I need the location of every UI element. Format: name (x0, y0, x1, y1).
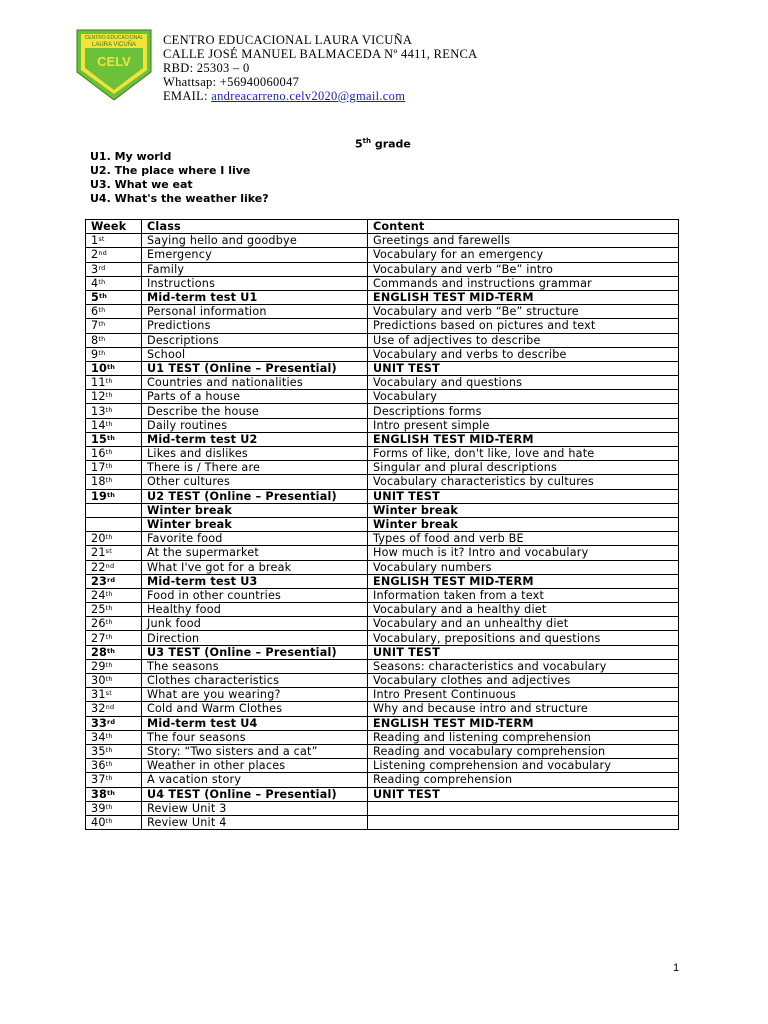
table-row (86, 702, 679, 716)
content-cell: Predictions based on pictures and text (368, 319, 679, 333)
week-suffix: th (105, 589, 113, 598)
class-cell: Review Unit 3 (142, 801, 368, 815)
table-body (86, 234, 679, 830)
week-cell (86, 560, 142, 574)
class-cell: Other cultures (142, 475, 368, 489)
week-cell (86, 262, 142, 276)
week-cell (86, 716, 142, 730)
week-cell (86, 744, 142, 758)
week-suffix: rd (106, 717, 116, 726)
week-number: 29 (91, 659, 106, 673)
week-suffix: th (105, 675, 113, 684)
week-suffix: th (105, 448, 113, 457)
week-suffix: th (105, 533, 113, 542)
class-cell: Favorite food (142, 532, 368, 546)
content-cell: Reading and vocabulary comprehension (368, 744, 679, 758)
content-cell: Winter break (368, 503, 679, 517)
content-cell: Information taken from a text (368, 588, 679, 602)
week-number: 15 (91, 432, 107, 446)
week-suffix: th (106, 788, 116, 797)
content-cell: UNIT TEST (368, 361, 679, 375)
content-cell: Forms of like, don't like, love and hate (368, 447, 679, 461)
week-number: 21 (91, 546, 106, 560)
table-row (86, 645, 679, 659)
school-header (163, 33, 478, 103)
week-number: 12 (91, 390, 106, 404)
week-cell (86, 234, 142, 248)
class-cell: Countries and nationalities (142, 376, 368, 390)
week-suffix: th (106, 490, 116, 499)
grade-label: grade (371, 137, 411, 151)
week-number: 16 (91, 447, 106, 461)
week-cell (86, 688, 142, 702)
content-cell: Greetings and farewells (368, 234, 679, 248)
week-cell (86, 276, 142, 290)
week-number: 10 (91, 361, 107, 375)
week-cell (86, 787, 142, 801)
table-row (86, 815, 679, 829)
content-cell: Vocabulary and an unhealthy diet (368, 617, 679, 631)
school-rbd: RBD: 25303 – 0 (163, 61, 250, 75)
class-cell: Mid-term test U4 (142, 716, 368, 730)
week-suffix: th (106, 646, 116, 655)
week-number: 4 (91, 276, 99, 290)
week-suffix: th (105, 405, 113, 414)
week-suffix: nd (105, 703, 115, 712)
week-suffix: th (105, 816, 113, 825)
content-cell: Winter break (368, 517, 679, 531)
email-link[interactable]: andreacarreno.celv2020@gmail.com (211, 89, 406, 103)
table-row (86, 234, 679, 248)
table-row (86, 588, 679, 602)
class-cell: Story: “Two sisters and a cat” (142, 744, 368, 758)
table-row (86, 404, 679, 418)
week-cell (86, 603, 142, 617)
content-cell: ENGLISH TEST MID-TERM (368, 716, 679, 730)
class-cell: Food in other countries (142, 588, 368, 602)
week-number: 5 (91, 291, 99, 305)
class-cell: Likes and dislikes (142, 447, 368, 461)
week-number: 17 (91, 461, 106, 475)
week-cell (86, 418, 142, 432)
table-row (86, 290, 679, 304)
week-number: 25 (91, 603, 106, 617)
week-number: 38 (91, 787, 107, 801)
table-row (86, 432, 679, 446)
class-cell: Describe the house (142, 404, 368, 418)
week-cell (86, 659, 142, 673)
class-cell: The four seasons (142, 730, 368, 744)
week-suffix: th (105, 618, 113, 627)
table-row (86, 603, 679, 617)
week-number: 30 (91, 674, 106, 688)
content-cell: Vocabulary, prepositions and questions (368, 631, 679, 645)
header-class: Class (142, 220, 368, 234)
class-cell: Review Unit 4 (142, 815, 368, 829)
table-row (86, 560, 679, 574)
class-cell: What are you wearing? (142, 688, 368, 702)
table-row (86, 361, 679, 375)
week-cell (86, 517, 142, 531)
week-number: 9 (91, 347, 99, 361)
week-number: 24 (91, 588, 106, 602)
week-cell (86, 489, 142, 503)
week-suffix: th (105, 746, 113, 755)
table-row (86, 688, 679, 702)
planning-table (85, 219, 679, 830)
table-row (86, 773, 679, 787)
week-suffix: th (98, 292, 108, 301)
table-row (86, 489, 679, 503)
week-suffix: th (105, 731, 113, 740)
week-number: 14 (91, 418, 106, 432)
week-suffix: th (105, 632, 113, 641)
class-cell: The seasons (142, 659, 368, 673)
week-number: 22 (91, 560, 106, 574)
table-row (86, 319, 679, 333)
units-list (90, 150, 269, 206)
class-cell: Cold and Warm Clothes (142, 702, 368, 716)
table-row (86, 674, 679, 688)
email-label: EMAIL: (163, 89, 212, 103)
week-number: 40 (91, 815, 106, 829)
class-cell: Winter break (142, 503, 368, 517)
week-cell (86, 546, 142, 560)
class-cell: U1 TEST (Online – Presential) (142, 361, 368, 375)
table-row (86, 418, 679, 432)
week-suffix: th (105, 760, 113, 769)
grade-suffix: th (362, 137, 371, 145)
logo-text-abbr: CELV (97, 54, 131, 69)
content-cell: Vocabulary and verb “Be” structure (368, 305, 679, 319)
week-suffix: th (106, 362, 116, 371)
table-row (86, 801, 679, 815)
unit-item: U4. What's the weather like? (90, 192, 269, 205)
table-row (86, 517, 679, 531)
content-cell: Vocabulary clothes and adjectives (368, 674, 679, 688)
week-cell (86, 801, 142, 815)
week-suffix: th (98, 348, 106, 357)
class-cell: Saying hello and goodbye (142, 234, 368, 248)
week-number: 23 (91, 574, 107, 588)
week-number: 20 (91, 532, 106, 546)
week-number: 11 (91, 376, 106, 390)
week-cell (86, 574, 142, 588)
week-number: 33 (91, 716, 107, 730)
content-cell: Vocabulary numbers (368, 560, 679, 574)
table-header-row (86, 220, 679, 234)
class-cell: Mid-term test U2 (142, 432, 368, 446)
table-row (86, 390, 679, 404)
content-cell: Types of food and verb BE (368, 532, 679, 546)
grade-title (355, 137, 411, 151)
content-cell: Listening comprehension and vocabulary (368, 759, 679, 773)
week-cell (86, 376, 142, 390)
week-cell (86, 447, 142, 461)
week-cell (86, 617, 142, 631)
class-cell: Emergency (142, 248, 368, 262)
week-suffix: st (98, 235, 105, 244)
content-cell: Vocabulary and verb “Be” intro (368, 262, 679, 276)
table-row (86, 532, 679, 546)
content-cell: Vocabulary and a healthy diet (368, 603, 679, 617)
table-row (86, 461, 679, 475)
table-row (86, 787, 679, 801)
class-cell: Parts of a house (142, 390, 368, 404)
week-number: 35 (91, 745, 106, 759)
class-cell: At the supermarket (142, 546, 368, 560)
week-cell (86, 390, 142, 404)
table-row (86, 305, 679, 319)
week-cell (86, 730, 142, 744)
content-cell: How much is it? Intro and vocabulary (368, 546, 679, 560)
class-cell: Family (142, 262, 368, 276)
content-cell: Commands and instructions grammar (368, 276, 679, 290)
week-cell (86, 631, 142, 645)
content-cell: Descriptions forms (368, 404, 679, 418)
unit-item: U1. My world (90, 150, 172, 163)
school-email-line (163, 89, 478, 103)
class-cell: U2 TEST (Online – Presential) (142, 489, 368, 503)
class-cell: Winter break (142, 517, 368, 531)
school-logo (75, 28, 153, 100)
class-cell: Instructions (142, 276, 368, 290)
week-number: 6 (91, 305, 99, 319)
week-suffix: rd (106, 575, 116, 584)
content-cell: ENGLISH TEST MID-TERM (368, 432, 679, 446)
week-cell (86, 290, 142, 304)
school-address: CALLE JOSÉ MANUEL BALMACEDA Nº 4411, RENCA (163, 47, 478, 61)
week-suffix: th (98, 306, 106, 315)
class-cell: Descriptions (142, 333, 368, 347)
week-suffix: rd (98, 263, 106, 272)
school-name: CENTRO EDUCACIONAL LAURA VICUÑA (163, 33, 413, 47)
week-number: 28 (91, 645, 107, 659)
content-cell: Use of adjectives to describe (368, 333, 679, 347)
week-number: 3 (91, 262, 99, 276)
header-content: Content (368, 220, 679, 234)
week-number: 1 (91, 234, 99, 248)
table-row (86, 333, 679, 347)
week-cell (86, 305, 142, 319)
content-cell: ENGLISH TEST MID-TERM (368, 290, 679, 304)
class-cell: School (142, 347, 368, 361)
week-cell (86, 347, 142, 361)
week-suffix: th (105, 462, 113, 471)
week-number: 39 (91, 801, 106, 815)
unit-item: U3. What we eat (90, 178, 193, 191)
table-row (86, 744, 679, 758)
week-suffix: th (105, 774, 113, 783)
page-number: 1 (673, 962, 680, 974)
week-cell (86, 645, 142, 659)
week-cell (86, 248, 142, 262)
content-cell: UNIT TEST (368, 645, 679, 659)
class-cell: Direction (142, 631, 368, 645)
week-number: 19 (91, 489, 107, 503)
content-cell: Singular and plural descriptions (368, 461, 679, 475)
class-cell: Daily routines (142, 418, 368, 432)
content-cell: Intro present simple (368, 418, 679, 432)
table-row (86, 546, 679, 560)
week-number: 26 (91, 617, 106, 631)
week-number: 32 (91, 702, 106, 716)
content-cell: Reading comprehension (368, 773, 679, 787)
week-number: 18 (91, 475, 106, 489)
table-row (86, 376, 679, 390)
header-week: Week (86, 220, 142, 234)
class-cell: There is / There are (142, 461, 368, 475)
school-whatsapp: Whattsap: +56940060047 (163, 75, 300, 89)
class-cell: Mid-term test U3 (142, 574, 368, 588)
week-cell (86, 333, 142, 347)
class-cell: U3 TEST (Online – Presential) (142, 645, 368, 659)
content-cell: Why and because intro and structure (368, 702, 679, 716)
table-row (86, 503, 679, 517)
week-cell (86, 532, 142, 546)
week-cell (86, 674, 142, 688)
table-row (86, 447, 679, 461)
week-number: 7 (91, 319, 99, 333)
table-row (86, 574, 679, 588)
week-cell (86, 815, 142, 829)
week-number: 27 (91, 631, 106, 645)
content-cell: Seasons: characteristics and vocabulary (368, 659, 679, 673)
week-suffix: th (98, 334, 106, 343)
class-cell: U4 TEST (Online – Presential) (142, 787, 368, 801)
table-row (86, 759, 679, 773)
week-suffix: nd (105, 561, 115, 570)
content-cell: Reading and listening comprehension (368, 730, 679, 744)
class-cell: Personal information (142, 305, 368, 319)
week-cell (86, 759, 142, 773)
week-suffix: th (105, 391, 113, 400)
week-suffix: nd (98, 249, 107, 258)
content-cell: UNIT TEST (368, 787, 679, 801)
content-cell: ENGLISH TEST MID-TERM (368, 574, 679, 588)
week-suffix: th (105, 419, 113, 428)
grade-number: 5 (355, 137, 363, 151)
week-number: 36 (91, 759, 106, 773)
table-row (86, 347, 679, 361)
week-number: 13 (91, 404, 106, 418)
class-cell: What I've got for a break (142, 560, 368, 574)
week-suffix: th (98, 277, 106, 286)
content-cell (368, 815, 679, 829)
content-cell (368, 801, 679, 815)
week-number: 34 (91, 730, 106, 744)
content-cell: Intro Present Continuous (368, 688, 679, 702)
week-suffix: st (105, 547, 112, 556)
table-row (86, 617, 679, 631)
week-suffix: th (105, 476, 113, 485)
week-cell (86, 503, 142, 517)
logo-text-top: CENTRO EDUCACIONAL (84, 35, 144, 41)
table-row (86, 730, 679, 744)
table-row (86, 475, 679, 489)
week-cell (86, 588, 142, 602)
week-cell (86, 702, 142, 716)
content-cell: Vocabulary (368, 390, 679, 404)
unit-item: U2. The place where I live (90, 164, 251, 177)
week-suffix: th (105, 660, 113, 669)
week-cell (86, 773, 142, 787)
week-suffix: th (106, 433, 116, 442)
week-suffix: th (105, 802, 113, 811)
week-suffix: th (105, 604, 113, 613)
week-suffix: th (105, 377, 113, 386)
week-number: 2 (91, 248, 99, 262)
table-row (86, 631, 679, 645)
table-row (86, 276, 679, 290)
week-cell (86, 404, 142, 418)
class-cell: Mid-term test U1 (142, 290, 368, 304)
table-row (86, 248, 679, 262)
class-cell: Clothes characteristics (142, 674, 368, 688)
content-cell: UNIT TEST (368, 489, 679, 503)
week-suffix: th (98, 320, 106, 329)
table-row (86, 262, 679, 276)
content-cell: Vocabulary for an emergency (368, 248, 679, 262)
content-cell: Vocabulary characteristics by cultures (368, 475, 679, 489)
table-row (86, 659, 679, 673)
content-cell: Vocabulary and questions (368, 376, 679, 390)
week-number: 31 (91, 688, 106, 702)
week-cell (86, 475, 142, 489)
table-row (86, 716, 679, 730)
content-cell: Vocabulary and verbs to describe (368, 347, 679, 361)
week-number: 8 (91, 333, 99, 347)
class-cell: A vacation story (142, 773, 368, 787)
class-cell: Healthy food (142, 603, 368, 617)
week-number: 37 (91, 773, 106, 787)
class-cell: Junk food (142, 617, 368, 631)
week-cell (86, 319, 142, 333)
class-cell: Weather in other places (142, 759, 368, 773)
week-suffix: st (105, 689, 112, 698)
week-cell (86, 361, 142, 375)
class-cell: Predictions (142, 319, 368, 333)
logo-text-mid: LAURA VICUÑA (91, 42, 137, 48)
week-cell (86, 461, 142, 475)
week-cell (86, 432, 142, 446)
